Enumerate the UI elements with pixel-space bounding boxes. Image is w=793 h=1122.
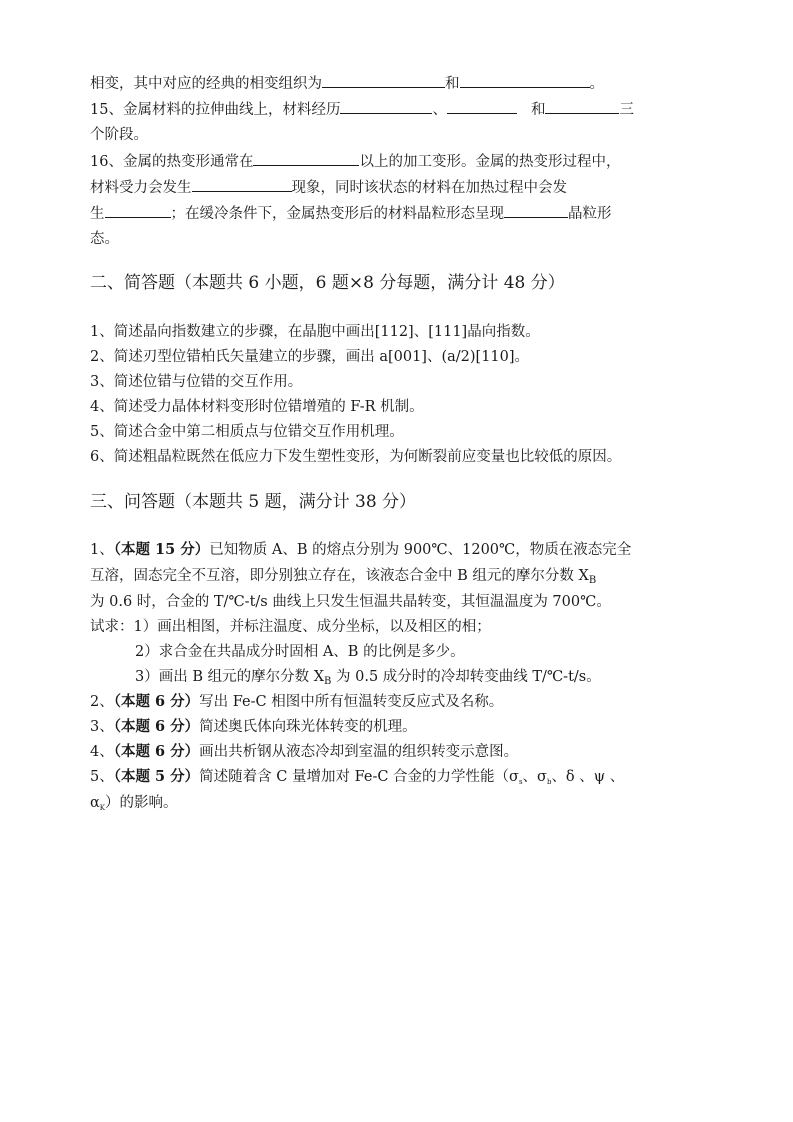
q-number: 2、 — [90, 694, 114, 710]
subscript: b — [546, 778, 552, 786]
q-text: 为 0.5 成分时的冷却转变曲线 T/℃-t/s。 — [336, 669, 601, 685]
q16-text: 16、金属的热变形通常在 — [90, 154, 254, 170]
s3-q1-sub2: 2）求合金在共晶成分时固相 A、B 的比例是多少。 — [135, 644, 465, 660]
section2-title: 二、简答题（本题共 6 小题，6 题×8 分每题，满分计 48 分） — [90, 273, 565, 293]
fill-blank — [545, 96, 619, 114]
q14-continuation-line — [90, 70, 702, 97]
q-number: 1、 — [90, 542, 114, 558]
q-text: 简述奥氏体向珠光体转变的机理。 — [199, 719, 417, 735]
section2-item: 1、简述晶向指数建立的步骤，在晶胞中画出[112]、[111]晶向指数。 — [90, 324, 540, 340]
q-text: ）的影响。 — [105, 795, 178, 811]
section2-item: 6、简述粗晶粒既然在低应力下发生塑性变形，为何断裂前应变量也比较低的原因。 — [90, 449, 622, 465]
s3-q1-line1 — [90, 537, 702, 563]
q-text: 3）画出 B 组元的摩尔分数 X — [135, 669, 325, 685]
q14-text-and: 和 — [445, 76, 460, 92]
fill-blank — [340, 96, 432, 114]
s3-q1-line3: 为 0.6 时，合金的 T/℃-t/s 曲线上只发生恒温共晶转变，其恒温温度为 700℃。 — [90, 594, 611, 610]
q15-text-sep: 、 — [432, 102, 447, 118]
q16-line2 — [90, 174, 702, 201]
q-score: （本题 6 分） — [113, 718, 200, 735]
section2-item: 2、简述刃型位错柏氏矢量建立的步骤，画出 a[001]、(a/2)[110]。 — [90, 349, 530, 365]
fill-blank — [253, 148, 359, 166]
q15-text-end: 个阶段。 — [90, 127, 148, 143]
q-number: 4、 — [90, 744, 114, 760]
q-text: 简述随着含 C 量增加对 Fe-C 合金的力学性能（σ — [199, 769, 519, 785]
q16-line1 — [90, 148, 702, 175]
q-score: （本题 6 分） — [113, 743, 200, 760]
q-number: 5、 — [90, 769, 114, 785]
q16-line4 — [90, 226, 702, 252]
q-text: α — [90, 795, 100, 811]
q-score: （本题 6 分） — [113, 693, 200, 710]
q16-text: 材料受力会发生 — [90, 180, 192, 196]
q16-text: 现象，同时该状态的材料在加热过程中会发 — [291, 180, 567, 196]
fill-blank — [322, 70, 445, 88]
s3-q4 — [90, 739, 702, 765]
q16-text: ；在缓冷条件下，金属热变形后的材料晶粒形态呈现 — [170, 206, 504, 222]
q14-text: 相变，其中对应的经典的相变组织为 — [90, 76, 322, 92]
q15-text: 15、金属材料的拉伸曲线上，材料经历 — [90, 102, 341, 118]
q15-text-and: 和 — [530, 102, 546, 118]
s3-q3 — [90, 714, 702, 740]
fill-blank — [447, 96, 517, 114]
q-text: 互溶，固态完全不互溶，即分别独立存在，该液态合金中 B 组元的摩尔分数 X — [90, 568, 589, 584]
q16-text: 以上的加工变形。金属的热变形过程中， — [359, 154, 621, 170]
fill-blank — [504, 200, 568, 218]
q-number: 3、 — [90, 719, 114, 735]
section2-item: 5、简述合金中第二相质点与位错交互作用机理。 — [90, 424, 404, 440]
q16-text: 晶粒形 — [568, 206, 612, 222]
subscript: K — [99, 804, 106, 812]
q15-line2 — [90, 122, 702, 148]
q14-text-end: 。 — [589, 76, 604, 92]
s3-q5-line2 — [90, 790, 702, 821]
section2-item: 3、简述位错与位错的交互作用。 — [90, 374, 303, 390]
subscript: s — [518, 778, 523, 786]
q-score: （本题 15 分） — [113, 541, 210, 558]
s3-q2 — [90, 689, 702, 715]
section2-item: 4、简述受力晶体材料变形时位错增殖的 F-R 机制。 — [90, 399, 424, 415]
q15-text-three: 三 — [619, 102, 634, 118]
subscript: B — [588, 575, 597, 586]
subscript: B — [324, 676, 332, 687]
q15-line1 — [90, 96, 702, 123]
fill-blank — [105, 200, 171, 218]
q-text: 写出 Fe-C 相图中所有恒温转变反应式及名称。 — [199, 694, 504, 710]
fill-blank — [460, 70, 590, 88]
q-text: 画出共析钢从液态冷却到室温的组织转变示意图。 — [199, 744, 519, 760]
fill-blank — [192, 174, 292, 192]
q16-text-end: 态。 — [90, 231, 119, 247]
q16-line3 — [90, 200, 702, 227]
q-score: （本题 5 分） — [113, 768, 200, 785]
q-text: 、σ — [522, 769, 547, 785]
q-text: 已知物质 A、B 的熔点分别为 900℃、1200℃，物质在液态完全 — [209, 542, 632, 558]
q-text: 、δ 、ψ 、 — [551, 769, 625, 785]
s3-q1-try: 试求：1）画出相图，并标注温度、成分坐标，以及相区的相； — [90, 619, 491, 635]
q16-text: 生 — [90, 206, 105, 222]
section3-title: 三、问答题（本题共 5 题，满分计 38 分） — [90, 492, 417, 512]
